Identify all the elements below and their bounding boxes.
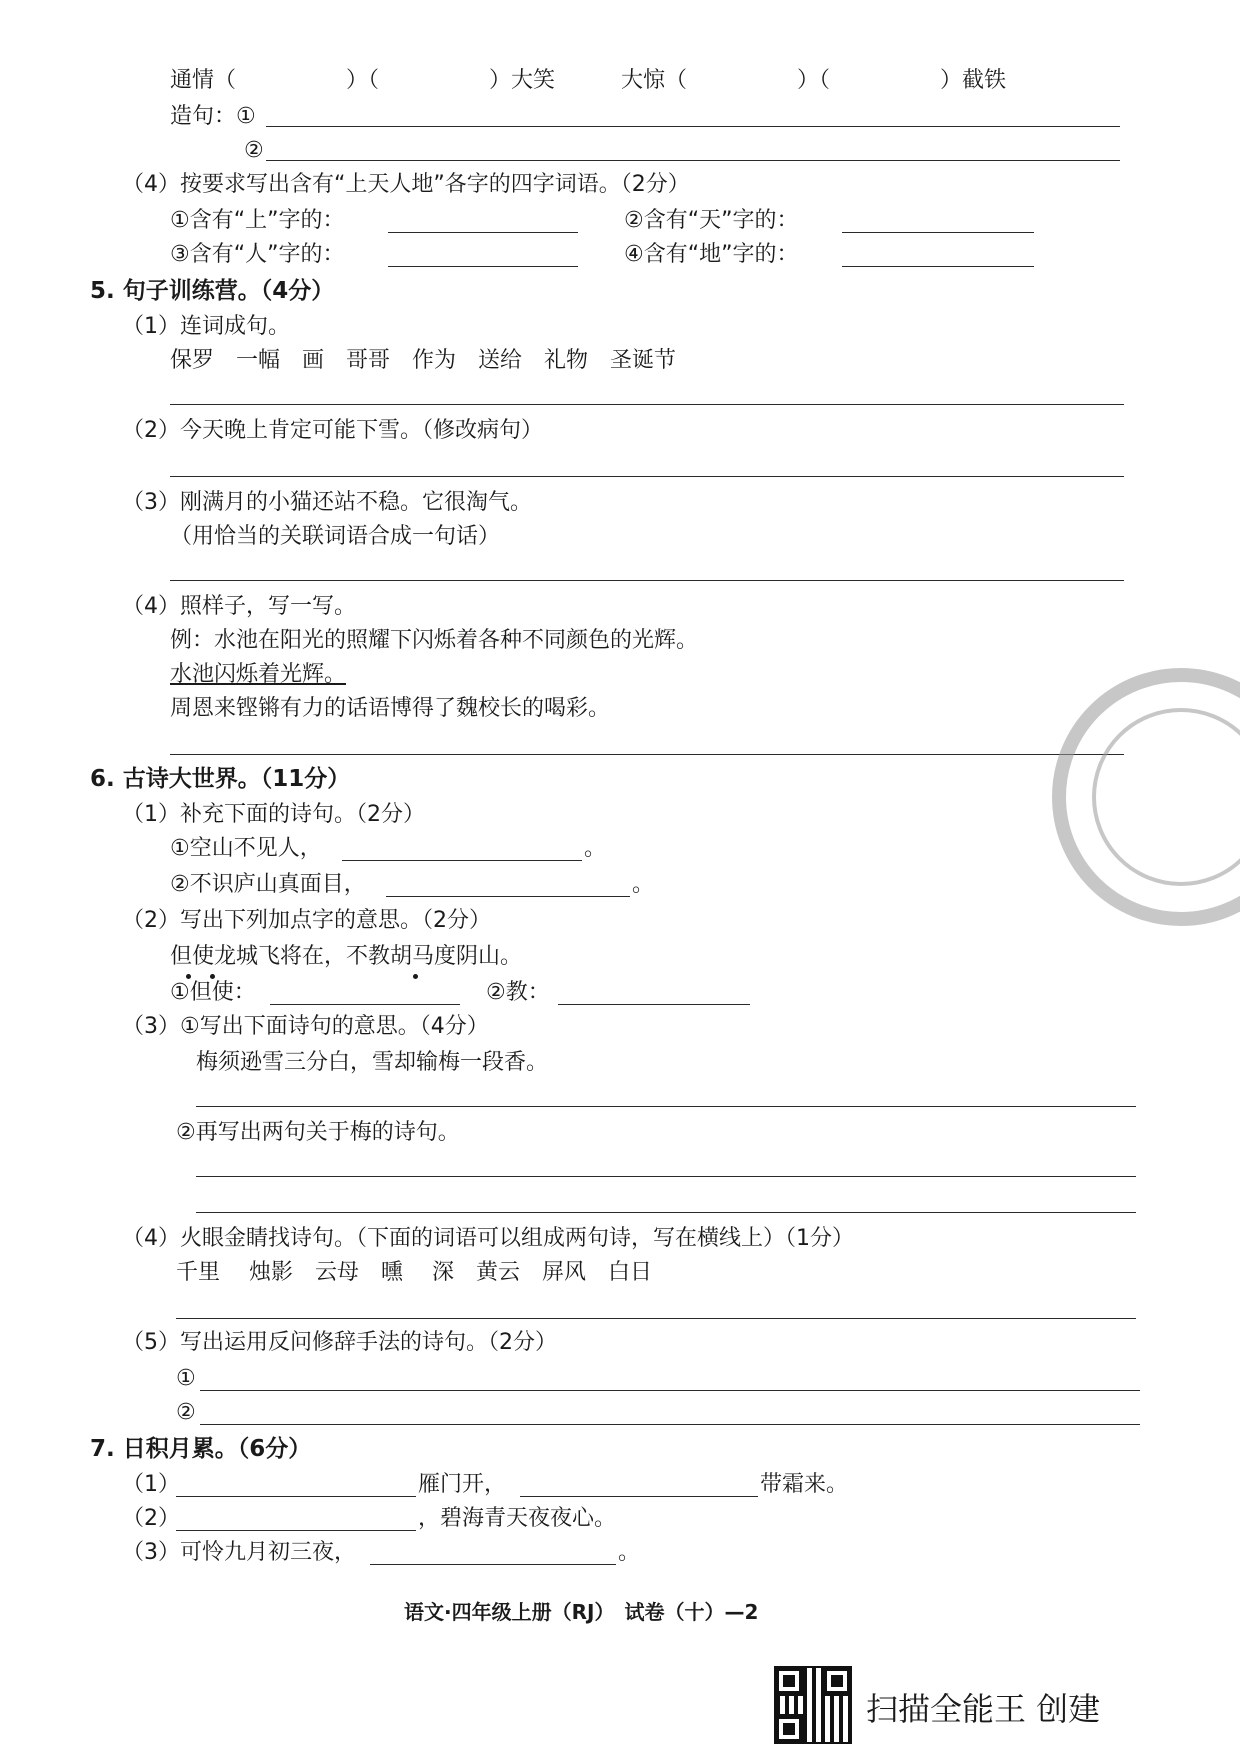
- period: 。: [632, 872, 655, 897]
- section-7-title: 7. 日积月累。（6分）: [90, 1436, 312, 1462]
- idiom-line: 通情（ ）（ ）大笑 大惊（ ）（ ）截铁: [170, 68, 1007, 93]
- option-d-label: ④含有“地”字的：: [624, 242, 799, 267]
- emphasis-dot: [413, 974, 418, 979]
- frontier-poem: 但使龙城飞将在，不教胡马度阴山。: [170, 944, 523, 969]
- period: 。: [584, 836, 607, 861]
- plum-poem: 梅须逊雪三分白，雪却输梅一段香。: [196, 1050, 549, 1075]
- emphasis-dot: [186, 974, 191, 979]
- section-5-title: 5. 句子训练营。（4分）: [90, 278, 335, 304]
- item-3-prompt: （3）可怜九月初三夜，: [122, 1540, 356, 1565]
- question-5-1: （1）连词成句。: [122, 314, 290, 339]
- example-sentence: 例：水池在阳光的照耀下闪烁着各种不同颜色的光辉。: [170, 628, 699, 653]
- answer-line[interactable]: [170, 476, 1124, 477]
- word-a-label: ①但使：: [170, 980, 256, 1005]
- item-2-number: （2）: [122, 1506, 180, 1531]
- answer-line[interactable]: [200, 1390, 1140, 1391]
- word-list: 千里 烛影 云母 曛 深 黄云 屏风 白日: [176, 1260, 652, 1285]
- answer-line[interactable]: [170, 404, 1124, 405]
- answer-line[interactable]: [176, 1496, 416, 1497]
- answer-line[interactable]: [196, 1106, 1136, 1107]
- task-sentence: 周恩来铿锵有力的话语博得了魏校长的喝彩。: [170, 696, 611, 721]
- stamp-watermark: [1052, 668, 1240, 926]
- emphasis-dot: [210, 974, 215, 979]
- answer-line[interactable]: [558, 1004, 750, 1005]
- question-5-3-note: （用恰当的关联词语合成一句话）: [170, 524, 501, 549]
- answer-line[interactable]: [200, 1424, 1140, 1425]
- answer-line[interactable]: [342, 860, 582, 861]
- item-1-middle: 雁门开，: [418, 1472, 507, 1497]
- example-short: 水池闪烁着光辉。: [170, 662, 347, 687]
- section-6-title: 6. 古诗大世界。（11分）: [90, 766, 351, 792]
- answer-line[interactable]: [170, 754, 1124, 755]
- answer-line[interactable]: [176, 1318, 1136, 1319]
- answer-line[interactable]: [266, 126, 1120, 127]
- question-6-5: （5）写出运用反问修辞手法的诗句。（2分）: [122, 1330, 557, 1355]
- item-1-end: 带霜来。: [760, 1472, 849, 1497]
- option-c-label: ③含有“人”字的：: [170, 242, 345, 267]
- answer-line[interactable]: [196, 1212, 1136, 1213]
- question-5-3: （3）刚满月的小猫还站不稳。它很淘气。: [122, 490, 532, 515]
- answer-line[interactable]: [196, 1176, 1136, 1177]
- answer-line[interactable]: [266, 160, 1120, 161]
- qr-finder: [822, 1666, 852, 1696]
- answer-line[interactable]: [386, 896, 630, 897]
- sentence-label-1: 造句：①: [170, 104, 256, 129]
- question-6-2: （2）写出下列加点字的意思。（2分）: [122, 908, 491, 933]
- answer-line[interactable]: [176, 1530, 416, 1531]
- word-list: 保罗 一幅 画 哥哥 作为 送给 礼物 圣诞节: [170, 348, 677, 373]
- option-b-label: ②含有“天”字的：: [624, 208, 799, 233]
- answer-line[interactable]: [388, 232, 578, 233]
- answer-line[interactable]: [520, 1496, 758, 1497]
- answer-line[interactable]: [842, 266, 1034, 267]
- scanner-brand: 扫描全能王 创建: [866, 1690, 1101, 1728]
- stamp-ring: [1092, 708, 1240, 886]
- poem-line-a: ①空山不见人，: [170, 836, 322, 861]
- question-6-3: （3）①写出下面诗句的意思。（4分）: [122, 1014, 489, 1039]
- poem-line-b: ②不识庐山真面目，: [170, 872, 366, 897]
- item-3-end: 。: [618, 1540, 641, 1565]
- item-1-number: （1）: [122, 1472, 180, 1497]
- question-4-4: （4）按要求写出含有“上天人地”各字的四字词语。（2分）: [122, 172, 690, 197]
- question-5-4: （4）照样子，写一写。: [122, 594, 356, 619]
- answer-line[interactable]: [370, 1564, 616, 1565]
- answer-1-label: ①: [176, 1366, 196, 1391]
- answer-2-label: ②: [176, 1400, 196, 1425]
- question-5-2: （2）今天晚上肯定可能下雪。（修改病句）: [122, 418, 543, 443]
- sentence-label-2: ②: [244, 138, 264, 163]
- question-6-1: （1）补充下面的诗句。（2分）: [122, 802, 425, 827]
- qr-finder: [774, 1714, 804, 1744]
- answer-line[interactable]: [842, 232, 1034, 233]
- word-b-label: ②教：: [486, 980, 550, 1005]
- item-2-end: ，碧海青天夜夜心。: [418, 1506, 617, 1531]
- answer-line[interactable]: [270, 1004, 460, 1005]
- question-6-4: （4）火眼金睛找诗句。（下面的词语可以组成两句诗，写在横线上）（1分）: [122, 1226, 854, 1251]
- qr-finder: [774, 1666, 804, 1696]
- answer-line[interactable]: [170, 580, 1124, 581]
- answer-line[interactable]: [388, 266, 578, 267]
- question-6-3-b: ②再写出两句关于梅的诗句。: [176, 1120, 460, 1145]
- page-footer: 语文·四年级上册（RJ） 试卷（十）—2: [404, 1600, 759, 1624]
- option-a-label: ①含有“上”字的：: [170, 208, 345, 233]
- qr-code-icon: [776, 1668, 850, 1742]
